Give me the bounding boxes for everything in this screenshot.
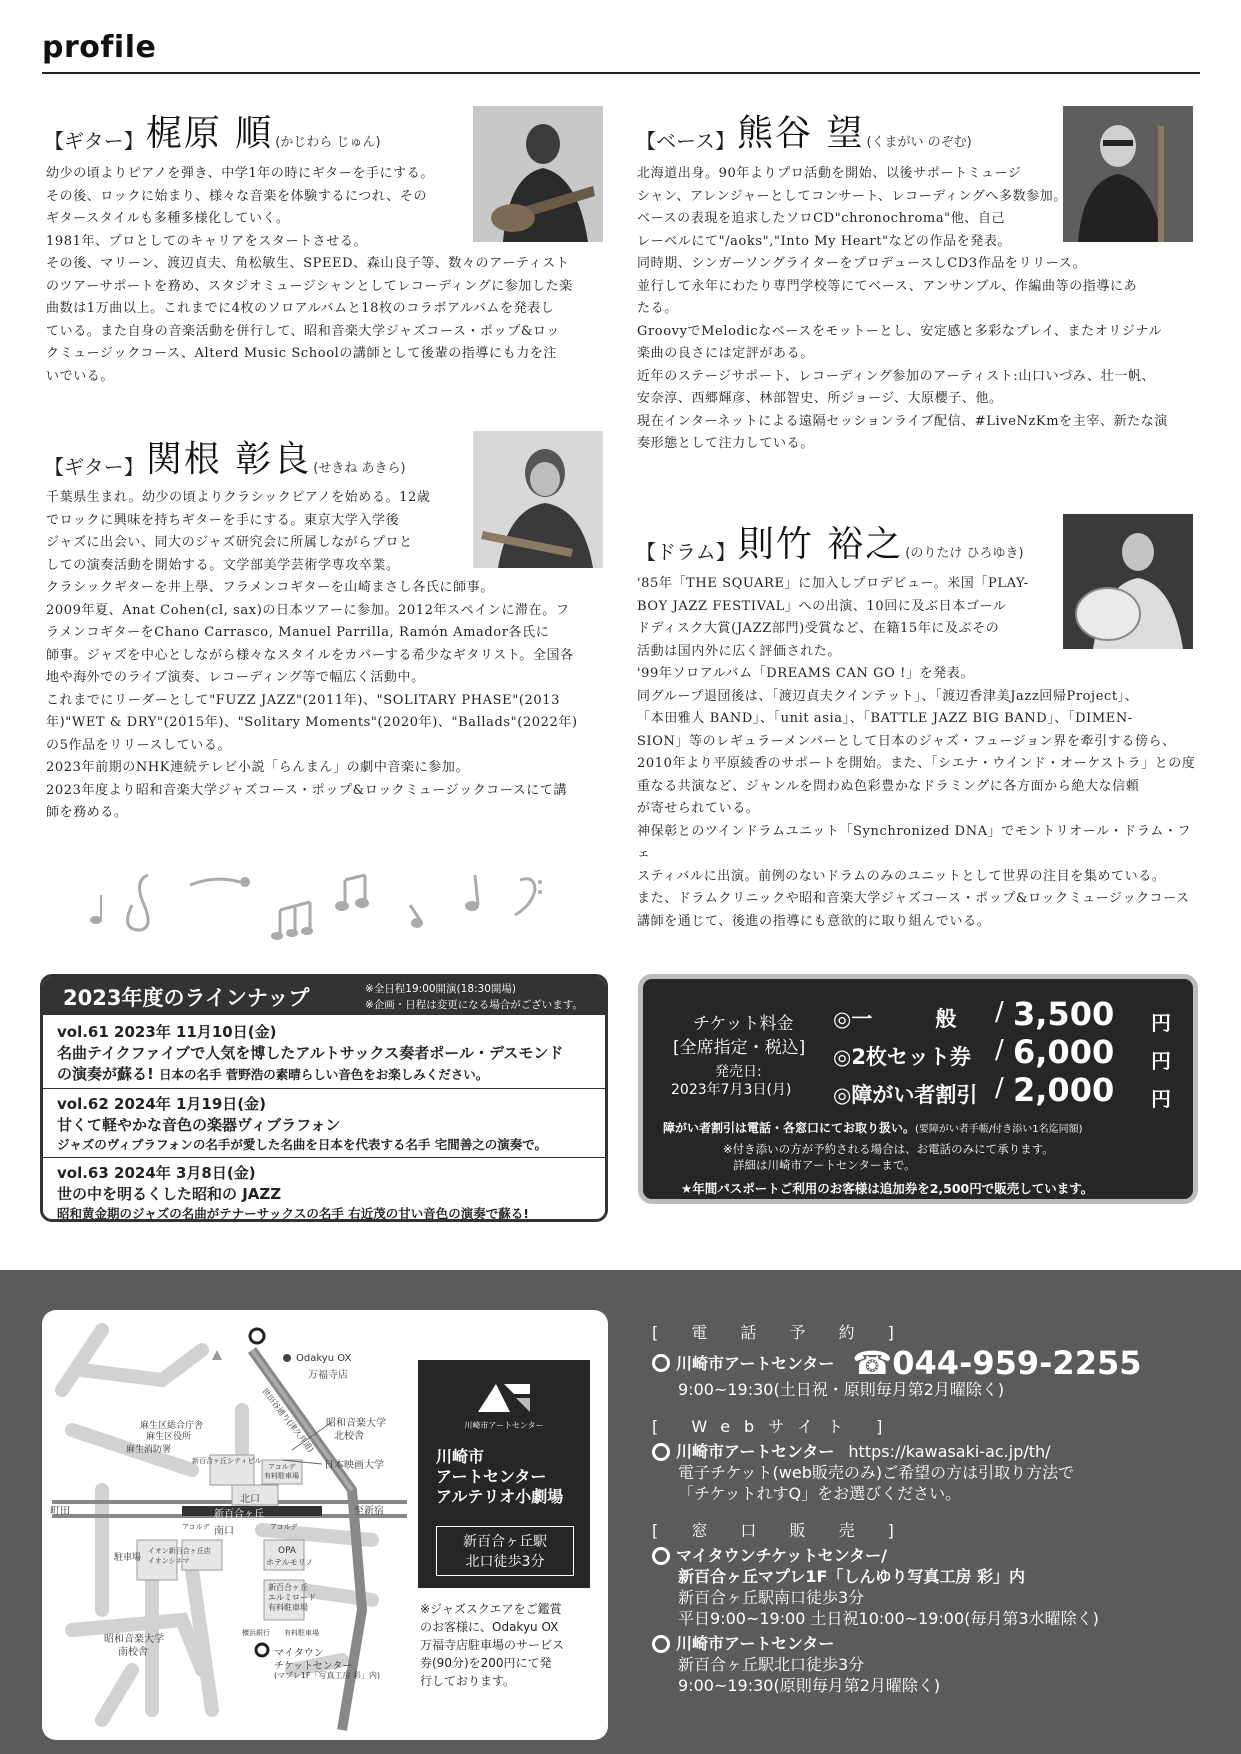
map-label: 有料駐車場 <box>264 1472 299 1480</box>
map-label: アコルデ <box>182 1523 210 1531</box>
musician-kajiwara-name <box>44 114 381 154</box>
bio-line: でロックに興味を持ちギターを手にする。東京大学入学後 <box>46 512 400 528</box>
bio-line: その後、ロックに始まり、様々な音楽を体験するにつれ、その <box>46 188 428 204</box>
bio-line: ギタースタイルも多種多様化していく。 <box>46 211 290 226</box>
page-title: profile <box>42 30 157 65</box>
bio-line: その後、マリーン、渡辺貞夫、角松敏生、SPEED、森山良子等、数々のアーティスト <box>46 256 570 271</box>
bio-line: また、ドラムクリニックや昭和音楽大学ジャズコース・ポップ&ロックミュージックコース <box>637 891 1190 906</box>
parking-line: 行しております。 <box>420 1674 516 1688</box>
bio-line: 年)"WET & DRY"(2015年)、"Solitary Moments"(2020年)、"Ballads"(2022年) <box>46 715 578 730</box>
bio-line: クミュージックコース、Alterd Music Schoolの講師として後輩の指導にも力を注 <box>46 346 557 361</box>
ticket-price-name: ◎一 般 <box>833 1007 957 1031</box>
ticket-price: 3,500 <box>1013 995 1115 1033</box>
musician-noritake-name <box>636 525 1024 565</box>
ticket-price-row <box>833 997 1183 1033</box>
musician-kumagai-name <box>636 114 972 154</box>
lineup-vol: vol.61 2023年 11月10日(金) <box>57 1023 277 1041</box>
art-center-logo <box>474 1378 534 1416</box>
lineup-event-title: 名曲テイクファイブで人気を博したアルトサックス奏者ポール・デスモンド <box>57 1044 564 1062</box>
ticket-sale-label: 発売日: <box>715 1064 762 1080</box>
map-label: 町田 <box>50 1506 70 1517</box>
map-label: 麻生区総合庁舎 <box>140 1421 204 1431</box>
ac-name: 川崎市アートセンター <box>676 1634 835 1653</box>
map-label: チケットセンター <box>274 1661 353 1672</box>
bullet-icon <box>652 1443 670 1461</box>
bio-line: 神保彰とのツインドラムユニット「Synchronized DNA」でモントリオール・ドラム・フェ <box>637 823 1192 861</box>
map-label: イオン新百合ヶ丘店 <box>148 1547 211 1555</box>
parking-line: のお客様に、Odakyu OX <box>420 1620 559 1634</box>
web-venue: 川崎市アートセンター <box>676 1442 835 1461</box>
musician-role: 【ドラム】 <box>636 540 736 564</box>
venue-name-2: アートセンター <box>436 1467 547 1486</box>
ticket-note <box>663 1119 1083 1136</box>
bio-line: 「本田雅人 BAND」、「unit asia」、「BATTLE JAZZ BIG BAND」、「DIMEN- <box>637 711 1133 726</box>
ac-hours: 9:00~19:30(原則毎月第2月曜除く) <box>678 1676 941 1695</box>
slash: / <box>995 997 1004 1027</box>
lineup-vol: vol.62 2024年 1月19日(金) <box>57 1095 267 1113</box>
tel-heading: [ 電 話 予 約 ] <box>652 1323 908 1342</box>
venue-name-3: アルテリオ小劇場 <box>436 1487 564 1506</box>
tel-number[interactable]: ☎044-959-2255 <box>852 1344 1142 1382</box>
bio-line: シャン、アレンジャーとしてコンサート、レコーディングへ多数参加。 <box>637 188 1068 204</box>
musician-sekine-name <box>44 440 406 480</box>
bio-line: 同グループ退団後は、「渡辺貞夫クインテット」、「渡辺香津美Jazz回帰Project」、 <box>637 688 1139 704</box>
bio-line: SION」等のレギュラーメンバーとして日本のジャズ・フュージョン界を牽引する傍ら、 <box>637 733 1176 749</box>
ticket-price-name: ◎障がい者割引 <box>833 1083 978 1107</box>
map-label: 横浜銀行 <box>242 1629 270 1637</box>
ticket-seat: [全席指定・税込] <box>673 1038 806 1058</box>
lineup-event-sub: ジャズのヴィブラフォンの名手が愛した名曲を日本を代表する名手 宅間善之の演奏で。 <box>57 1137 547 1152</box>
slash: / <box>995 1035 1004 1065</box>
musician-name: 熊谷 望 <box>737 113 865 154</box>
lineup-header <box>43 977 605 1015</box>
ticket-note-2: ※付き添いの方が予約される場合は、お電話のみにて承ります。 <box>723 1142 1054 1156</box>
musician-role: 【ギター】 <box>44 129 144 153</box>
ticket-label: チケット料金 <box>693 1014 794 1034</box>
ticket-unit: 円 <box>1151 1011 1171 1035</box>
parking-note <box>420 1600 564 1690</box>
map-label: イオンシネマ <box>148 1557 190 1565</box>
lineup-event-sub: 昭和黄金期のジャズの名曲がテナーサックスの名手 右近茂の甘い音色の演奏で蘇る! <box>57 1206 529 1221</box>
bio-line: 2010年より平原綾香のサポートを開始。また、「シエナ・ウインド・オーケストラ」との度 <box>637 756 1196 771</box>
bio-line: ジャズに出会い、同大のジャズ研究会に所属しながらプロと <box>46 535 413 550</box>
bio-line: 並行して永年にわたり専門学校等にてベース、アンサンブル、作編曲等の指導にあ <box>637 278 1138 294</box>
kumagai-bio <box>637 163 1197 456</box>
parking-line: ※ジャズスクエアをご鑑賞 <box>420 1602 562 1616</box>
parking-line: 万福寺店駐車場のサービス <box>420 1638 565 1652</box>
map-label: マイタウン <box>274 1648 324 1659</box>
map-label: エルミロード <box>268 1593 316 1602</box>
tel-venue: 川崎市アートセンター <box>676 1353 835 1373</box>
access-box <box>436 1526 574 1576</box>
bullet-icon <box>652 1547 670 1565</box>
ticket-unit: 円 <box>1151 1087 1171 1111</box>
bio-line: '85年「THE SQUARE」に加入しプロデビュー。米国「PLAY- <box>637 576 1029 591</box>
bio-line: 同時期、シンガーソングライターをプロデュースしCD3作品をリリース。 <box>637 256 1087 271</box>
ticket-note-3: 詳細は川崎市アートセンターまで。 <box>733 1158 916 1172</box>
map-label: 世田谷通り(津久井道) <box>260 1386 316 1454</box>
map-label: 南校舎 <box>118 1647 148 1658</box>
music-notes-decoration <box>80 860 580 960</box>
bio-line: ベースの表現を追求したソロCD"chronochroma"他、自己 <box>637 211 1006 226</box>
contact-info <box>652 1320 1212 1696</box>
lineup-note-1: ※全日程19:00開演(18:30開場) <box>365 983 517 995</box>
bio-line: ている。また自身の音楽活動を併行して、昭和音楽大学ジャズコース・ポップ&ロッ <box>46 323 560 339</box>
map-label: ホテルモリノ <box>266 1558 314 1567</box>
bio-line: 安奈淳、西郷輝彦、林部智史、所ジョージ、大原櫻子、他。 <box>637 391 1003 406</box>
map-label: 有料駐車場 <box>284 1629 319 1637</box>
bio-line: 北海道出身。90年よりプロ活動を開始、以後サポートミュージ <box>637 166 1022 181</box>
bullet-icon <box>652 1635 670 1653</box>
bio-line: ラメンコギターをChano Carrasco, Manuel Parrilla, Ramón Amador各氏に <box>46 625 550 640</box>
noritake-bio <box>637 573 1197 933</box>
slash: / <box>995 1073 1004 1103</box>
bio-line: GroovyでMelodicなベースをモットーとし、安定感と多彩なプレイ、またオリジナル <box>637 323 1163 339</box>
bio-line: スティバルに出演。前例のないドラムのみのユニットとして世界の注目を集めている。 <box>637 868 1166 884</box>
map-label: 昭和音楽大学 <box>104 1634 164 1645</box>
bio-line: 1981年、プロとしてのキャリアをスタートさせる。 <box>46 233 368 249</box>
map-label: 麻生区役所 <box>146 1432 192 1442</box>
mytown-hours: 平日9:00~19:00 土日祝10:00~19:00(毎月第3水曜除く) <box>678 1609 1099 1628</box>
lineup-title: 2023年度のラインナップ <box>63 986 310 1010</box>
map-label: OPA <box>278 1546 297 1556</box>
musician-role: 【ベース】 <box>636 129 735 153</box>
map-label: 新百合ヶ丘 <box>214 1509 264 1520</box>
ticket-note-sub: (要障がい者手帳/付き添い1名迄同額) <box>915 1124 1083 1135</box>
mytown-name: マイタウンチケットセンター/ <box>676 1546 887 1565</box>
bio-line: 2023年度より昭和音楽大学ジャズコース・ポップ&ロックミュージックコースにて講 <box>46 782 568 798</box>
bio-line: 地や海外でのライブ演奏、レコーディング等で幅広く活動中。 <box>46 670 425 685</box>
lineup-note-2: ※企画・日程は変更になる場合がございます。 <box>365 999 583 1011</box>
bio-line: 師を務める。 <box>46 805 128 820</box>
ticket-price: 2,000 <box>1013 1071 1115 1109</box>
venue-box <box>418 1360 590 1588</box>
ticket-box <box>638 974 1198 1204</box>
musician-reading: (せきね あきら) <box>313 461 406 476</box>
bio-line: 近年のステージサポート、レコーディング参加のアーティスト:山口いづみ、壮一帆、 <box>637 368 1156 384</box>
access-map <box>42 1310 608 1740</box>
lineup-event-title-2: の演奏が蘇る! <box>57 1065 154 1083</box>
musician-name: 関根 彰良 <box>145 439 312 480</box>
bio-line: たる。 <box>637 301 678 316</box>
bio-line: 活動は国内外に広く評価された。 <box>637 643 842 659</box>
bio-line: 講師を通じて、後進の指導にも意欲的に取り組んでいる。 <box>637 913 991 929</box>
musician-name: 梶原 順 <box>145 113 274 154</box>
ticket-note-4: ★年間パスポートご利用のお客様は追加券を2,500円で販売しています。 <box>681 1181 1094 1196</box>
bio-line: のツアーサポートを務め、スタジオミュージシャンとしてレコーディングに参加した楽 <box>46 278 573 294</box>
bio-line: '99年ソロアルバム「DREAMS CAN GO !」を発表。 <box>637 666 974 681</box>
bio-line: の5作品をリリースしている。 <box>46 737 232 753</box>
map-label: 昭和音楽大学 <box>326 1418 386 1429</box>
web-note-1: 電子チケット(web販売のみ)ご希望の方は引取り方法で <box>678 1463 1075 1482</box>
musician-role: 【ギター】 <box>44 455 144 479</box>
lineup-event-title: 世の中を明るくした昭和の JAZZ <box>57 1185 282 1203</box>
musician-reading: (かじわら じゅん) <box>275 135 381 150</box>
bio-line: クラシックギターを井上學、フラメンコギターを山崎まさし各氏に師事。 <box>46 580 494 595</box>
bio-line: 幼少の頃よりピアノを弾き、中学1年の時にギターを手にする。 <box>46 166 434 181</box>
musician-reading: (くまがい のぞむ) <box>866 135 972 150</box>
ticket-note-main: 障がい者割引は電話・各窓口にてお取り扱い。 <box>663 1121 916 1135</box>
title-rule <box>42 72 1200 74</box>
lineup-event-title: 甘くて軽やかな音色の楽器ヴィブラフォン <box>57 1116 341 1134</box>
tel-hours: 9:00~19:30(土日祝・原則毎月第2月曜除く) <box>678 1380 1005 1399</box>
lineup-vol: vol.63 2024年 3月8日(金) <box>57 1164 256 1182</box>
ticket-sale-date: 2023年7月3日(月) <box>671 1082 792 1098</box>
parking-line: 券(90分)を200円にて発 <box>420 1656 552 1670</box>
map-label: アコルデ <box>268 1463 296 1471</box>
bio-line: いでいる。 <box>46 368 115 384</box>
map-label: 麻生消防署 <box>126 1445 172 1455</box>
map-label: 駐車場 <box>114 1553 142 1563</box>
map-label: 日本映画大学 <box>324 1460 384 1471</box>
lineup-box <box>40 974 608 1222</box>
map-label: 南口 <box>214 1526 234 1537</box>
map-label: 万福寺店 <box>308 1370 348 1381</box>
bullet-icon <box>652 1354 670 1372</box>
bio-line: しての演奏活動を開始する。文学部美学芸術学専攻卒業。 <box>46 557 400 573</box>
venue-small: 川崎市アートセンター <box>464 1421 544 1430</box>
bio-line: 現在インターネットによる遠隔セッションライブ配信、#LiveNzKmを主宰、新たな演 <box>637 413 1168 429</box>
map-label: 北口 <box>240 1494 260 1505</box>
lineup-event-sub: 日本の名手 菅野浩の素晴らしい音色をお楽しみください。 <box>158 1067 489 1082</box>
map-label: 新百合ヶ丘 <box>268 1583 308 1592</box>
bio-line: BOY JAZZ FESTIVAL」への出演、10回に及ぶ日本ゴール <box>637 598 1007 614</box>
web-url-link[interactable]: https://kawasaki-ac.jp/th/ <box>848 1442 1051 1461</box>
ticket-price-name: ◎2枚セット券 <box>833 1045 971 1069</box>
bio-line: 奏形態として注力している。 <box>637 436 814 451</box>
venue-name-1: 川崎市 <box>436 1447 485 1466</box>
lineup-item <box>43 1158 605 1222</box>
web-heading: [ Webサイト ] <box>652 1417 897 1436</box>
access-station: 新百合ヶ丘駅 <box>463 1534 547 1550</box>
ticket-price-row <box>833 1073 1183 1109</box>
bio-line: が寄せられている。 <box>637 801 760 816</box>
map-label: (マプレ1F「写真工房 彩」内) <box>274 1671 381 1680</box>
map-label: アコルデ <box>270 1523 298 1531</box>
web-note-2: 「チケットれすQ」をお選びください。 <box>678 1484 962 1503</box>
lineup-item <box>43 1015 605 1089</box>
bio-line: レーベルにて"/aoks","Into My Heart"などの作品を発表。 <box>637 233 1012 249</box>
bio-line: 2009年夏、Anat Cohen(cl, sax)の日本ツアーに参加。2012年スペインに滞在。フ <box>46 602 570 618</box>
map-label: 北校舎 <box>334 1431 364 1442</box>
bio-line: 千葉県生まれ。幼少の頃よりクラシックピアノを始める。12歳 <box>46 490 431 505</box>
access-walk: 北口徒歩3分 <box>465 1554 545 1570</box>
bio-line: 曲数は1万曲以上。これまでに4枚のソロアルバムと18枚のコラボアルバムを発表し <box>46 301 555 316</box>
map-label: Odakyu OX <box>296 1353 352 1364</box>
bio-line: 楽曲の良さには定評がある。 <box>637 346 814 361</box>
bio-line: 師事。ジャズを中心としながら様々なスタイルをカバーする希少なギタリスト。全国各 <box>46 647 574 663</box>
bio-line: これまでにリーダーとして"FUZZ JAZZ"(2011年)、"SOLITARY PHASE"(2013 <box>46 692 560 708</box>
bio-line: 重なる共演など、ジャンルを問わぬ色彩豊かなドラミングに各方面から絶大な信頼 <box>637 778 1140 794</box>
map-label: 新百合ヶ丘シティビル <box>192 1457 262 1465</box>
map-label: 有料駐車場 <box>268 1603 308 1612</box>
ticket-unit: 円 <box>1151 1049 1171 1073</box>
kajiwara-bio <box>46 163 606 388</box>
musician-reading: (のりたけ ひろゆき) <box>905 546 1024 561</box>
lineup-item <box>43 1089 605 1158</box>
bio-line: 2023年前期のNHK連続テレビ小説「らんまん」の劇中音楽に参加。 <box>46 760 470 775</box>
musician-name: 則竹 裕之 <box>737 524 904 565</box>
ac-access: 新百合ヶ丘駅北口徒歩3分 <box>678 1655 865 1674</box>
mytown-place: 新百合ヶ丘マプレ1F「しんゆり写真工房 彩」内 <box>678 1567 1025 1586</box>
sekine-bio <box>46 487 606 825</box>
ticket-price-row <box>833 1035 1183 1071</box>
bio-line: ドディスク大賞(JAZZ部門)受賞など、在籍15年に及ぶその <box>637 621 1000 636</box>
mytown-access: 新百合ヶ丘駅南口徒歩3分 <box>678 1588 865 1607</box>
map-label: 至新宿 <box>354 1506 384 1517</box>
window-heading: [ 窓 口 販 売 ] <box>652 1521 908 1540</box>
ticket-price: 6,000 <box>1013 1033 1115 1071</box>
